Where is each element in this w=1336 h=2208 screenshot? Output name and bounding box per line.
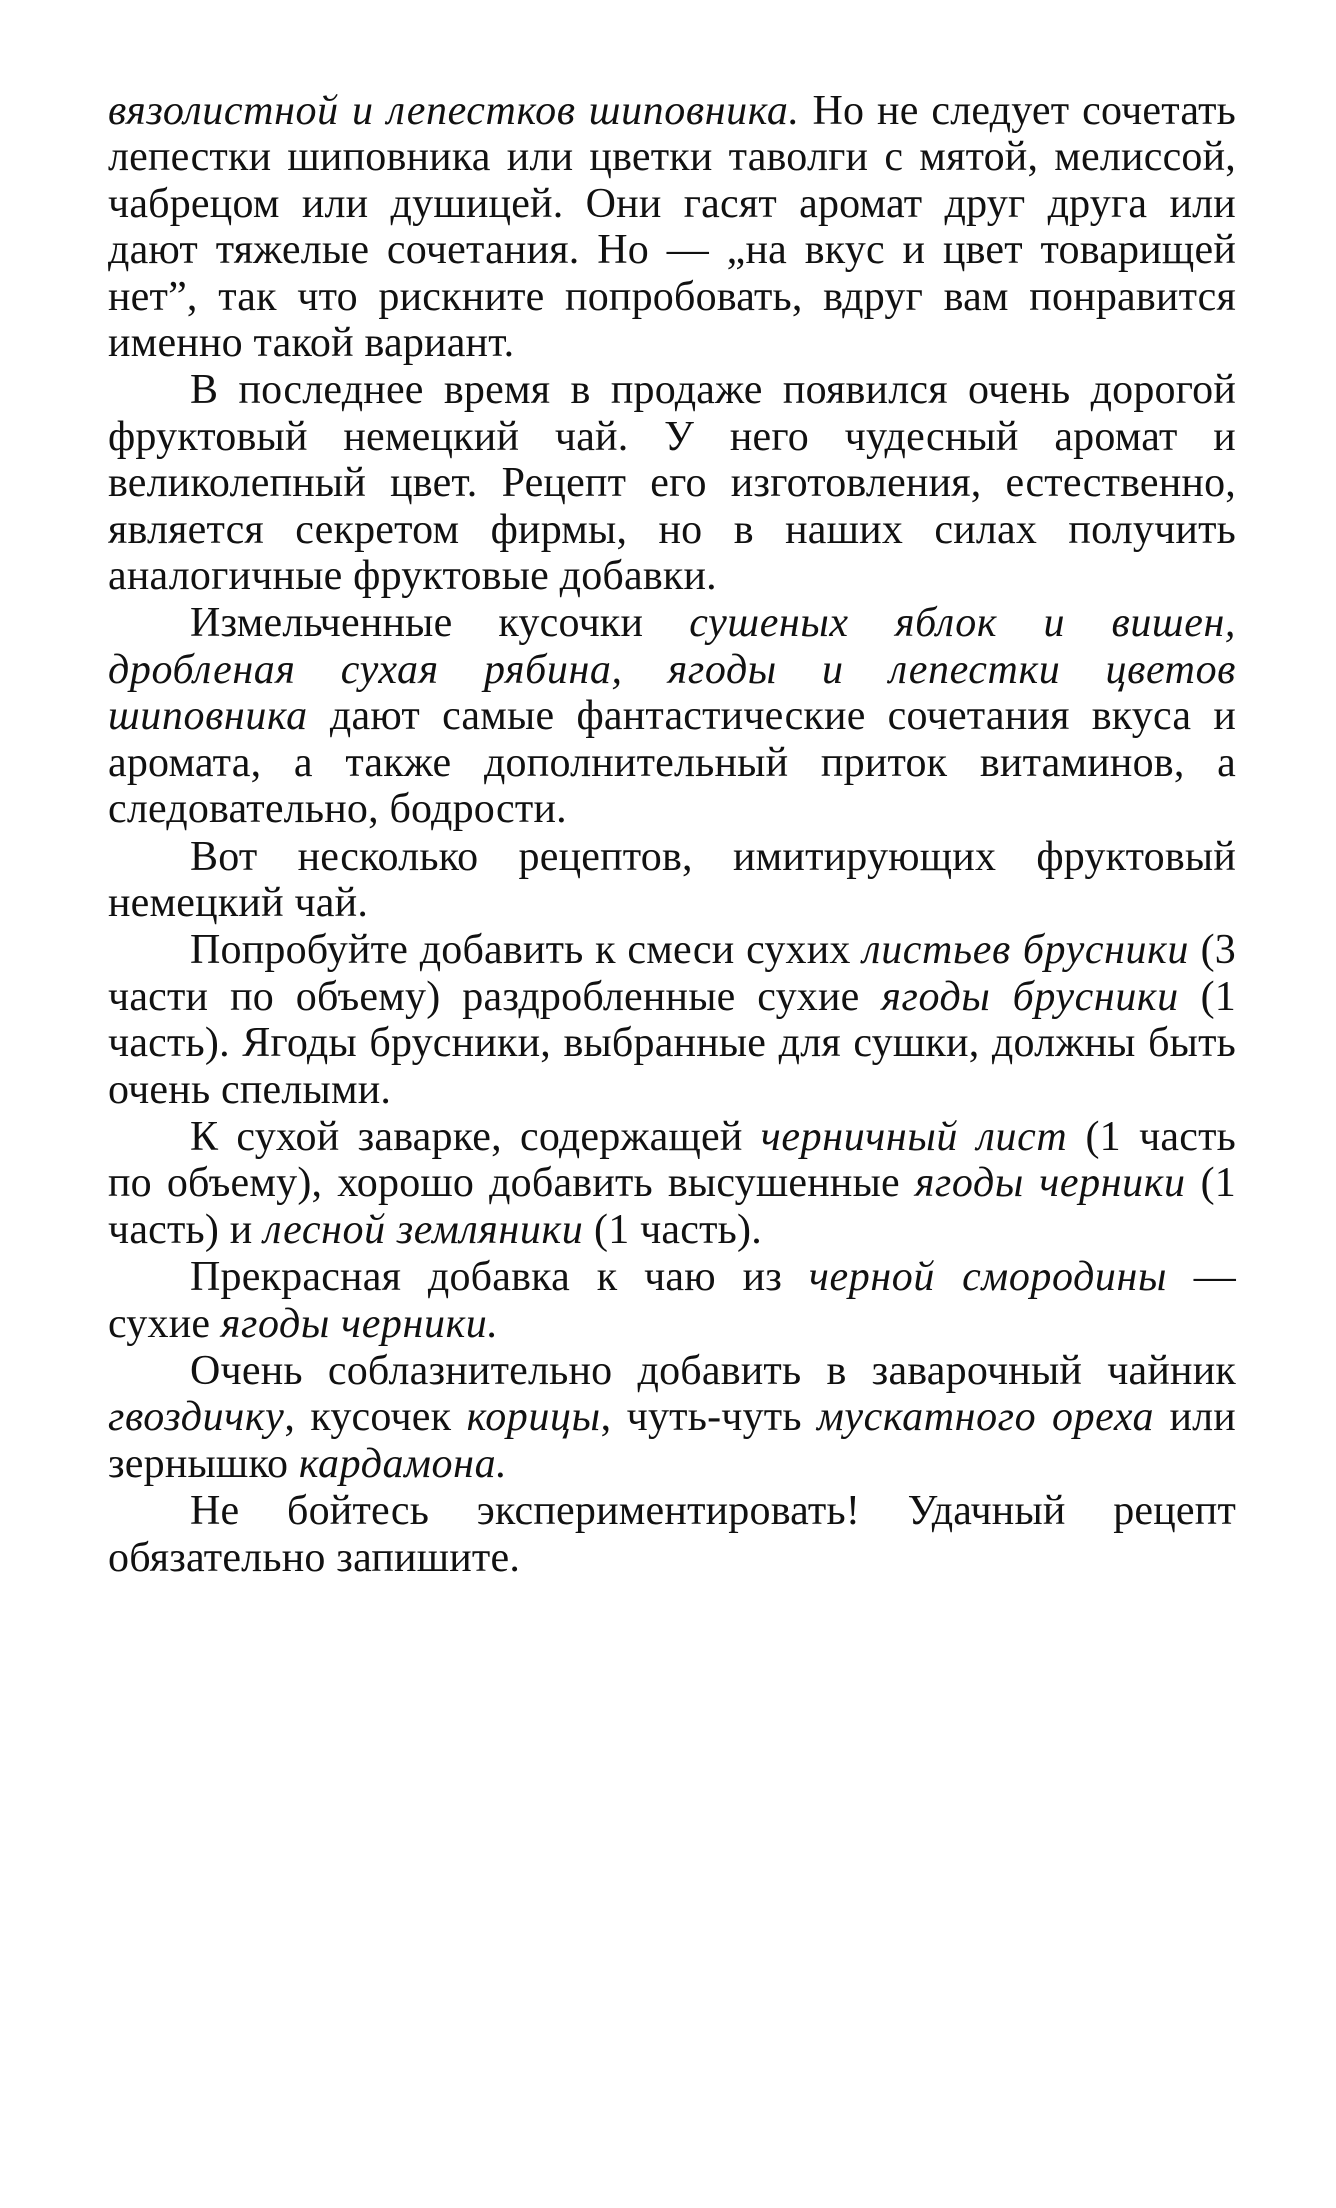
text-run: дают самые фантастические сочетания вкуса и аромата, а также дополнительный приток витаминов, а следовательно, бодрости. bbox=[108, 693, 1236, 833]
italic-term: кардамона. bbox=[298, 1440, 508, 1487]
text-run: (1 часть) и bbox=[108, 1160, 1236, 1253]
text-run: К сухой заварке, содержащей bbox=[190, 1113, 761, 1160]
text-run: В последнее время в продаже появился очень дорогой фруктовый немецкий чай. У него чудесный аромат и великолепный цвет. Рецепт его изготовления, естественно, является секретом фирмы, но в наших силах получить аналогичные фруктовые добавки. bbox=[108, 367, 1236, 600]
italic-term: черной смородины bbox=[808, 1254, 1167, 1301]
paragraph-fruit-additives bbox=[108, 600, 1236, 832]
text-run: Но не следует сочетать лепестки шиповника или цветки таволги с мятой, мелиссой, чабрецом или душицей. Они гасят аромат друг друга или дают тяжелые сочетания. Но — „на вкус и цвет товарищей нет”, так что рискните попробовать, вдруг вам понравится именно такой вариант. bbox=[108, 88, 1236, 367]
text-run: (1 часть). bbox=[583, 1206, 762, 1253]
text-run: Попробуйте добавить к смеси сухих bbox=[190, 927, 863, 974]
italic-term: ягоды черники. bbox=[220, 1300, 499, 1347]
italic-term: гвоздичку bbox=[108, 1394, 285, 1441]
text-run: (1 часть по объему), хорошо добавить высушенные bbox=[108, 1113, 1236, 1207]
text-run: Очень соблазнительно добавить в заварочный чайник bbox=[190, 1347, 1236, 1394]
italic-term: лесной земляники bbox=[263, 1206, 584, 1253]
paragraph-recipes-lead bbox=[108, 834, 1236, 927]
italic-term: ягоды черники bbox=[914, 1160, 1186, 1207]
italic-term: ягоды брусники bbox=[881, 973, 1179, 1020]
italic-term: вязолистной и лепестков шиповника. bbox=[108, 88, 800, 134]
paragraph-closing-advice bbox=[108, 1488, 1236, 1581]
book-page-body bbox=[108, 88, 1236, 1582]
text-run: или зернышко bbox=[108, 1394, 1236, 1487]
text-run: (3 части по объему) раздробленные сухие bbox=[108, 927, 1236, 1020]
paragraph-continued bbox=[108, 88, 1236, 366]
text-run: Прекрасная добавка к чаю из bbox=[190, 1254, 809, 1301]
paragraph-bilberry-recipe bbox=[108, 1114, 1236, 1253]
paragraph-spices bbox=[108, 1348, 1236, 1487]
text-run: (1 часть). Ягоды брусники, выбранные для сушки, должны быть очень спелыми. bbox=[108, 973, 1236, 1113]
text-run: , кусочек bbox=[284, 1394, 467, 1441]
italic-term: сушеных яблок и вишен, дробленая сухая рябина, ягоды и лепестки цветов шиповника bbox=[108, 600, 1237, 740]
italic-term: мускатного ореха bbox=[817, 1394, 1155, 1441]
paragraph-german-tea-intro bbox=[108, 367, 1236, 599]
paragraph-blackcurrant-recipe bbox=[108, 1254, 1236, 1347]
italic-term: корицы bbox=[466, 1394, 601, 1441]
paragraph-lingonberry-recipe bbox=[108, 927, 1236, 1113]
italic-term: черничный лист bbox=[760, 1113, 1068, 1160]
text-run: Вот несколько рецептов, имитирующих фруктовый немецкий чай. bbox=[108, 833, 1236, 926]
italic-term: листьев брусники bbox=[862, 927, 1189, 974]
text-run: Не бойтесь экспериментировать! Удачный рецепт обязательно запишите. bbox=[108, 1488, 1236, 1581]
text-run: — сухие bbox=[108, 1254, 1236, 1347]
text-run: , чуть-чуть bbox=[600, 1394, 818, 1441]
text-run: Измельченные кусочки bbox=[190, 600, 690, 647]
